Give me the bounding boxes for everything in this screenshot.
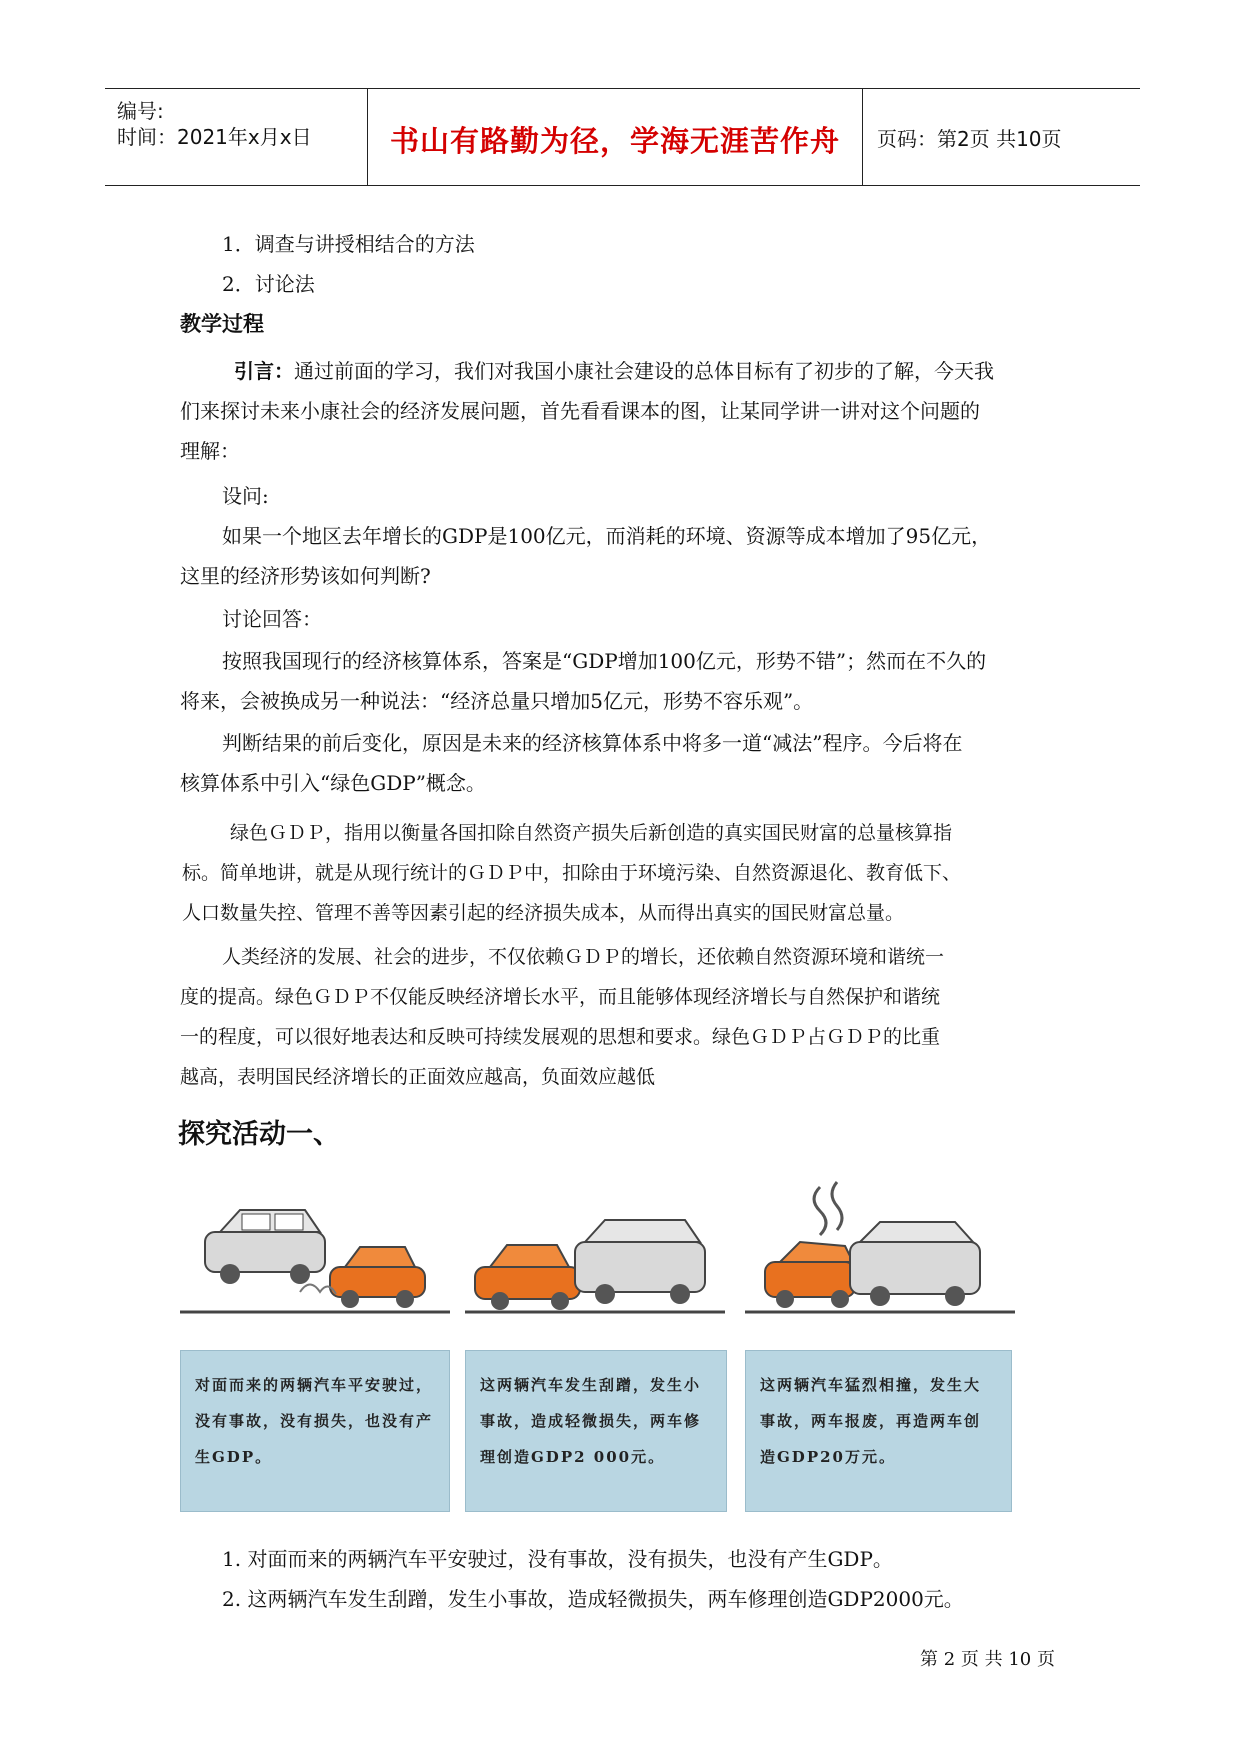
intro-paragraph-line-3: 理解： — [180, 439, 240, 463]
method-item-1: 1．调查与讲授相结合的方法 — [222, 232, 475, 256]
method-item-2: 2．讨论法 — [222, 272, 315, 296]
caption-box-1 — [180, 1350, 450, 1512]
question-line-2: 这里的经济形势该如何判断? — [180, 564, 431, 588]
teaching-process-heading: 教学过程 — [180, 312, 264, 336]
scene-panel-1 — [180, 1172, 450, 1332]
green-gdp-line-3: 人口数量失控、管理不善等因素引起的经济损失成本，从而得出真实的国民财富总量。 — [182, 902, 905, 924]
human-line-3: 一的程度，可以很好地表达和反映可持续发展观的思想和要求。绿色ＧＤＰ占ＧＤＰ的比重 — [180, 1026, 941, 1048]
scene-panel-2 — [465, 1172, 725, 1332]
answer-line-1: 按照我国现行的经济核算体系，答案是“GDP增加100亿元，形势不错”；然而在不久的 — [222, 649, 987, 673]
document-number-label: 编号: — [117, 99, 164, 123]
caption-text-3: 这两辆汽车猛烈相撞，发生大事故，两车报废，再造两车创造GDP20万元。 — [760, 1376, 982, 1466]
cars-passing-drawing — [180, 1172, 450, 1332]
green-gdp-line-1: 绿色ＧＤＰ，指用以衡量各国扣除自然资产损失后新创造的真实国民财富的总量核算指 — [230, 822, 953, 844]
question-line-1: 如果一个地区去年增长的GDP是100亿元，而消耗的环境、资源等成本增加了95亿元， — [222, 524, 992, 548]
question-label: 设问: — [222, 484, 269, 508]
human-line-2: 度的提高。绿色ＧＤＰ不仅能反映经济增长水平，而且能够体现经济增长与自然保护和谐统 — [180, 986, 941, 1008]
page-footer: 第 2 页 共 10 页 — [920, 1649, 1055, 1670]
answer-line-2: 将来，会被换成另一种说法：“经济总量只增加5亿元，形势不容乐观”。 — [180, 689, 814, 713]
caption-text-1: 对面而来的两辆汽车平安驶过，没有事故，没有损失，也没有产生GDP。 — [195, 1376, 434, 1466]
header-page-cell — [863, 89, 1140, 185]
answer-label: 讨论回答： — [222, 607, 322, 631]
intro-paragraph-line-2: 们来探讨未来小康社会的经济发展问题，首先看看课本的图，让某同学讲一讲对这个问题的 — [180, 399, 980, 423]
cars-crash-drawing — [745, 1172, 1015, 1332]
page-header — [105, 88, 1140, 186]
header-motto-cell — [368, 89, 863, 185]
car-accident-illustration — [180, 1172, 1025, 1512]
activity-item-2: 2. 这两辆汽车发生刮蹭，发生小事故，造成轻微损失，两车修理创造GDP2000元。 — [222, 1587, 964, 1611]
human-line-1: 人类经济的发展、社会的进步，不仅依赖ＧＤＰ的增长，还依赖自然资源环境和谐统一 — [222, 946, 945, 968]
inquiry-activity-heading: 探究活动一、 — [178, 1119, 340, 1150]
human-line-4: 越高，表明国民经济增长的正面效应越高，负面效应越低 — [180, 1066, 656, 1088]
header-left-cell — [105, 89, 368, 185]
caption-box-3 — [745, 1350, 1012, 1512]
change-line-2: 核算体系中引入“绿色GDP”概念。 — [180, 771, 486, 795]
activity-item-1: 1. 对面而来的两辆汽车平安驶过，没有事故，没有损失，也没有产生GDP。 — [222, 1547, 893, 1571]
header-page-info: 页码：第2页 共10页 — [877, 127, 1062, 151]
scene-panel-3 — [745, 1172, 1015, 1332]
header-motto: 书山有路勤为径，学海无涯苦作舟 — [389, 124, 840, 158]
caption-text-2: 这两辆汽车发生刮蹭，发生小事故，造成轻微损失，两车修理创造GDP2 000元。 — [480, 1376, 702, 1466]
cars-scraping-drawing — [465, 1172, 725, 1332]
document-time-label: 时间：2021年x月x日 — [117, 125, 312, 149]
green-gdp-line-2: 标。简单地讲，就是从现行统计的ＧＤＰ中，扣除由于环境污染、自然资源退化、教育低下、 — [182, 862, 962, 884]
intro-label: 引言： — [234, 359, 294, 383]
intro-text-1: 通过前面的学习，我们对我国小康社会建设的总体目标有了初步的了解，今天我 — [294, 359, 994, 383]
intro-paragraph-line-1 — [234, 355, 994, 384]
change-line-1: 判断结果的前后变化，原因是未来的经济核算体系中将多一道“减法”程序。今后将在 — [222, 731, 963, 755]
caption-box-2 — [465, 1350, 727, 1512]
